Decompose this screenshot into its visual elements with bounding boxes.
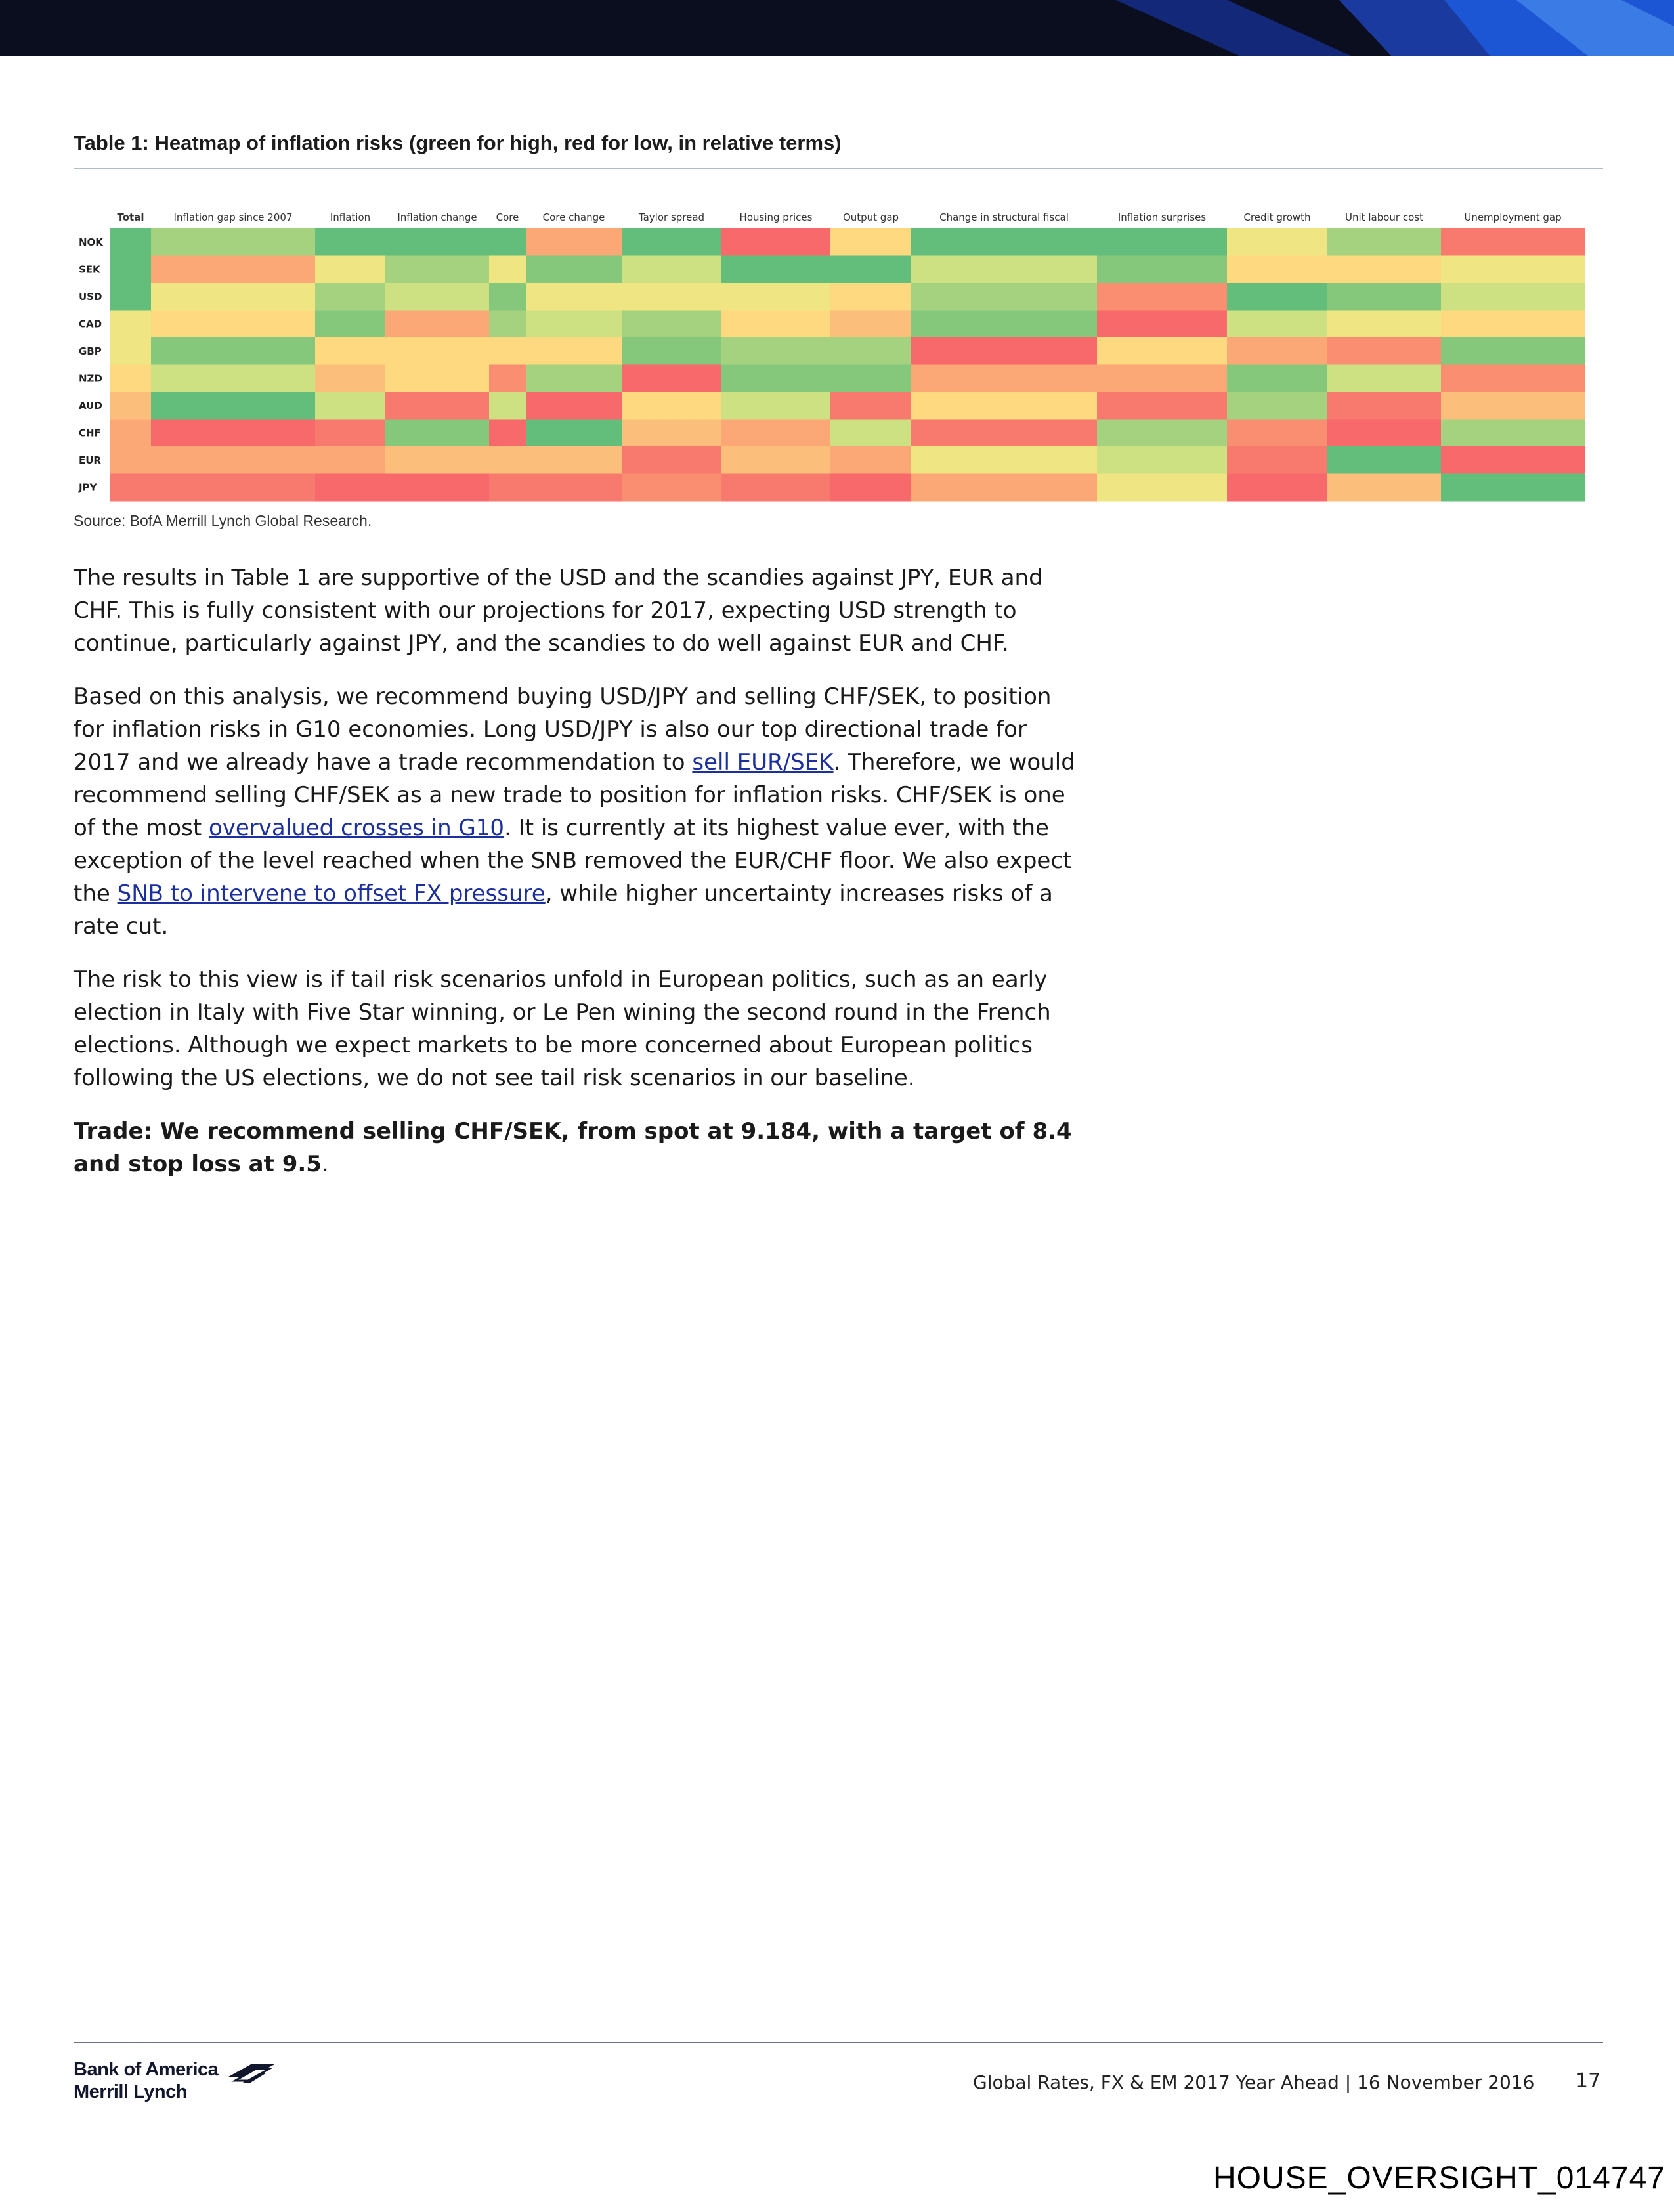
heatmap-cell bbox=[1327, 446, 1442, 474]
heatmap-cell bbox=[830, 256, 912, 284]
heatmap-cell bbox=[1227, 365, 1328, 393]
heatmap-cell bbox=[489, 446, 526, 474]
heatmap-cell bbox=[315, 446, 386, 474]
heatmap-cell bbox=[622, 392, 722, 420]
heatmap-cell bbox=[622, 283, 722, 311]
column-header: Inflation surprises bbox=[1117, 211, 1207, 223]
header-graphic bbox=[0, 0, 1674, 56]
column-header: Unit labour cost bbox=[1345, 211, 1423, 223]
heatmap-cell bbox=[1327, 311, 1442, 338]
column-header: Unemployment gap bbox=[1464, 211, 1562, 223]
heatmap-cell bbox=[1327, 420, 1442, 447]
heatmap-cell bbox=[1097, 365, 1228, 393]
heatmap-cell bbox=[721, 337, 831, 365]
row-label: EUR bbox=[79, 454, 101, 466]
heatmap-cell bbox=[1441, 420, 1585, 447]
heatmap-cell bbox=[1227, 446, 1328, 474]
heatmap-cell bbox=[1327, 256, 1442, 284]
heatmap-cell bbox=[385, 283, 490, 311]
column-header: Taylor spread bbox=[638, 211, 705, 223]
heatmap-cell bbox=[315, 365, 386, 393]
heatmap-cell bbox=[151, 365, 316, 393]
bates-number: HOUSE_OVERSIGHT_014747 bbox=[1213, 2161, 1665, 2196]
heatmap-cell bbox=[110, 256, 152, 284]
heatmap-cell bbox=[489, 256, 526, 284]
heatmap-cell bbox=[1327, 337, 1442, 365]
heatmap-cell bbox=[1227, 311, 1328, 338]
column-header: Inflation change bbox=[397, 211, 477, 223]
heatmap-cell bbox=[1441, 392, 1585, 420]
heatmap-cell bbox=[830, 474, 912, 502]
heatmap-cell bbox=[110, 365, 152, 393]
heatmap-cell bbox=[526, 256, 622, 284]
heatmap-cell bbox=[1097, 256, 1228, 284]
heatmap-cell bbox=[1327, 228, 1442, 256]
heatmap-cell bbox=[1441, 311, 1585, 338]
table-source: Source: BofA Merrill Lynch Global Research. bbox=[74, 512, 372, 529]
inflation-heatmap bbox=[74, 204, 1603, 506]
heatmap-cell bbox=[1097, 228, 1228, 256]
heatmap-cell bbox=[385, 420, 490, 447]
heatmap-cell bbox=[385, 446, 490, 474]
heatmap-cell bbox=[526, 392, 622, 420]
heatmap-cell bbox=[315, 228, 386, 256]
heatmap-cell bbox=[622, 474, 722, 502]
heatmap-cell bbox=[151, 474, 316, 502]
heatmap-cell bbox=[1227, 420, 1328, 447]
heatmap-cell bbox=[385, 256, 490, 284]
title-divider bbox=[74, 168, 1603, 169]
column-header: Change in structural fiscal bbox=[939, 211, 1069, 223]
heatmap-cell bbox=[489, 365, 526, 393]
heatmap-cell bbox=[911, 365, 1098, 393]
heatmap-cell bbox=[721, 365, 831, 393]
heatmap-cell bbox=[1227, 392, 1328, 420]
heatmap-cell bbox=[110, 446, 152, 474]
heatmap-cell bbox=[110, 420, 152, 447]
page-number: 17 bbox=[1576, 2070, 1601, 2093]
heatmap-cell bbox=[911, 337, 1098, 365]
heatmap-cell bbox=[1227, 474, 1328, 502]
heatmap-cell bbox=[110, 474, 152, 502]
heatmap-cell bbox=[526, 337, 622, 365]
heatmap-cell bbox=[911, 311, 1098, 338]
heatmap-cell bbox=[151, 311, 316, 338]
heatmap-cell bbox=[1441, 256, 1585, 284]
heatmap-cell bbox=[489, 420, 526, 447]
heatmap-cell bbox=[110, 337, 152, 365]
row-label: AUD bbox=[79, 399, 102, 412]
heatmap-cell bbox=[911, 446, 1098, 474]
heatmap-cell bbox=[830, 392, 912, 420]
heatmap-cell bbox=[526, 283, 622, 311]
heatmap-cell bbox=[385, 337, 490, 365]
heatmap-cell bbox=[315, 283, 386, 311]
heatmap-cell bbox=[526, 311, 622, 338]
heatmap-cell bbox=[315, 311, 386, 338]
heatmap-cell bbox=[110, 283, 152, 311]
link-sell-eur-sek[interactable]: sell EUR/SEK bbox=[692, 749, 834, 775]
paragraph-1: The results in Table 1 are supportive of the USD and the scandies against JPY, EUR and CHF. This is fully consistent with our projections for 2017, expecting USD strength to continue, particularly against JPY, and the scandies to do well against EUR and CHF. bbox=[74, 565, 1043, 657]
heatmap-cell bbox=[1441, 446, 1585, 474]
heatmap-cell bbox=[385, 311, 490, 338]
header-bar bbox=[0, 0, 1674, 56]
heatmap-cell bbox=[830, 283, 912, 311]
heatmap-cell bbox=[721, 392, 831, 420]
heatmap-cell bbox=[622, 228, 722, 256]
heatmap-cell bbox=[151, 446, 316, 474]
column-header: Output gap bbox=[842, 211, 899, 223]
row-label: JPY bbox=[79, 481, 97, 494]
column-header: Housing prices bbox=[739, 211, 813, 223]
row-label: USD bbox=[79, 290, 102, 303]
heatmap-cell bbox=[1097, 446, 1228, 474]
heatmap-cell bbox=[721, 474, 831, 502]
heatmap-cell bbox=[526, 365, 622, 393]
heatmap-cell bbox=[110, 392, 152, 420]
heatmap-cell bbox=[830, 446, 912, 474]
heatmap-cell bbox=[622, 256, 722, 284]
heatmap-cell bbox=[489, 474, 526, 502]
heatmap-cell bbox=[721, 228, 831, 256]
heatmap-cell bbox=[489, 337, 526, 365]
heatmap-cell bbox=[1097, 283, 1228, 311]
bank-logo bbox=[74, 2058, 218, 2103]
heatmap-cell bbox=[1097, 311, 1228, 338]
heatmap-cell bbox=[721, 256, 831, 284]
heatmap-cell bbox=[1441, 283, 1585, 311]
heatmap-cell bbox=[151, 256, 316, 284]
row-label: CHF bbox=[79, 427, 101, 439]
heatmap-cell bbox=[1097, 392, 1228, 420]
heatmap-cell bbox=[1227, 228, 1328, 256]
heatmap-cell bbox=[315, 392, 386, 420]
heatmap-cell bbox=[526, 474, 622, 502]
column-header: Total bbox=[117, 211, 144, 223]
heatmap-cell bbox=[1441, 228, 1585, 256]
heatmap-cell bbox=[721, 311, 831, 338]
heatmap-cell bbox=[911, 228, 1098, 256]
logo-line-1: Bank of America bbox=[74, 2059, 219, 2080]
column-header: Core bbox=[496, 211, 519, 223]
heatmap-cell bbox=[151, 337, 316, 365]
article-body bbox=[74, 561, 1078, 1201]
heatmap-cell bbox=[622, 365, 722, 393]
heatmap-cell bbox=[315, 420, 386, 447]
heatmap-cell bbox=[315, 337, 386, 365]
heatmap-cell bbox=[911, 474, 1098, 502]
heatmap-cell bbox=[489, 228, 526, 256]
heatmap-cell bbox=[526, 446, 622, 474]
heatmap-cell bbox=[489, 392, 526, 420]
heatmap-cell bbox=[1327, 392, 1442, 420]
heatmap-cell bbox=[385, 474, 490, 502]
heatmap-cell bbox=[1441, 337, 1585, 365]
heatmap-cell bbox=[911, 256, 1098, 284]
heatmap-cell bbox=[1227, 283, 1328, 311]
heatmap-cell bbox=[1097, 474, 1228, 502]
row-label: NZD bbox=[79, 372, 102, 385]
header-stripe bbox=[1116, 0, 1352, 56]
heatmap-cell bbox=[1441, 474, 1585, 502]
heatmap-cell bbox=[385, 365, 490, 393]
heatmap-cell bbox=[110, 228, 152, 256]
heatmap-cell bbox=[1327, 283, 1442, 311]
heatmap-cell bbox=[830, 365, 912, 393]
heatmap-cell bbox=[151, 283, 316, 311]
footer-divider bbox=[74, 2042, 1603, 2043]
heatmap-cell bbox=[830, 337, 912, 365]
heatmap-cell bbox=[151, 420, 316, 447]
heatmap-cell bbox=[1227, 337, 1328, 365]
flagscape-icon bbox=[226, 2058, 278, 2085]
heatmap-cell bbox=[721, 446, 831, 474]
heatmap-cell bbox=[315, 256, 386, 284]
heatmap-cell bbox=[830, 228, 912, 256]
heatmap-cell bbox=[526, 228, 622, 256]
paragraph-2: Based on this analysis, we recommend buying USD/JPY and selling CHF/SEK, to position for inflation risks in G10 economies. Long USD/JPY is also our top directional trade for 2017 and we already have a trade recommendation to sell EUR/SEK. Therefore, we would recommend selling CHF/SEK as a new trade to position for inflation risks. CHF/SEK is one of the most overvalued crosses in G10. It is currently at its highest value ever, with the exception of the level reached when the SNB removed the EUR/CHF floor. We also expect the SNB to intervene to offset FX pressure, while higher uncertainty increases risks of a rate cut. bbox=[74, 683, 1075, 940]
heatmap-cell bbox=[1097, 420, 1228, 447]
table-title: Table 1: Heatmap of inflation risks (green for high, red for low, in relative terms) bbox=[74, 131, 842, 154]
column-header: Inflation bbox=[330, 211, 371, 223]
heatmap-cell bbox=[385, 392, 490, 420]
footer-text: Global Rates, FX & EM 2017 Year Ahead | 16 November 2016 bbox=[973, 2071, 1535, 2093]
row-label: NOK bbox=[79, 236, 103, 248]
heatmap-cell bbox=[489, 283, 526, 311]
heatmap-cell bbox=[721, 420, 831, 447]
heatmap-cell bbox=[622, 420, 722, 447]
heatmap-cell bbox=[489, 311, 526, 338]
logo-line-2: Merrill Lynch bbox=[74, 2081, 187, 2102]
heatmap-cell bbox=[911, 283, 1098, 311]
heatmap-cell bbox=[1441, 365, 1585, 393]
heatmap-cell bbox=[721, 283, 831, 311]
row-label: GBP bbox=[79, 345, 102, 357]
heatmap-cell bbox=[1227, 256, 1328, 284]
trade-recommendation: Trade: We recommend selling CHF/SEK, from spot at 9.184, with a target of 8.4 and stop loss at 9.5. bbox=[74, 1118, 1072, 1177]
column-header: Credit growth bbox=[1243, 211, 1311, 223]
heatmap-cell bbox=[622, 337, 722, 365]
paragraph-3: The risk to this view is if tail risk scenarios unfold in European politics, such as an early election in Italy with Five Star winning, or Le Pen wining the second round in the French elections. Although we expect markets to be more concerned about European politics following the US elections, we do not see tail risk scenarios in our baseline. bbox=[74, 966, 1051, 1091]
heatmap-cell bbox=[315, 474, 386, 502]
row-label: SEK bbox=[79, 263, 100, 276]
column-header: Core change bbox=[542, 211, 605, 223]
heatmap-cell bbox=[151, 392, 316, 420]
heatmap-cell bbox=[622, 311, 722, 338]
heatmap-cell bbox=[526, 420, 622, 447]
heatmap-cell bbox=[1327, 474, 1442, 502]
row-label: CAD bbox=[79, 318, 102, 330]
heatmap-cell bbox=[110, 311, 152, 338]
heatmap-cell bbox=[622, 446, 722, 474]
heatmap-cell bbox=[1327, 365, 1442, 393]
heatmap-cell bbox=[911, 420, 1098, 447]
trade-text: Trade: We recommend selling CHF/SEK, from spot at 9.184, with a target of 8.4 and stop loss at 9.5 bbox=[74, 1118, 1072, 1177]
column-header: Inflation gap since 2007 bbox=[173, 211, 293, 223]
heatmap-cell bbox=[151, 228, 316, 256]
heatmap-cell bbox=[830, 311, 912, 338]
link-snb-intervene[interactable]: SNB to intervene to offset FX pressure bbox=[117, 880, 546, 907]
heatmap-cell bbox=[385, 228, 490, 256]
heatmap-cell bbox=[830, 420, 912, 447]
link-overvalued-crosses[interactable]: overvalued crosses in G10 bbox=[208, 815, 505, 841]
heatmap-cell bbox=[911, 392, 1098, 420]
heatmap-cell bbox=[1097, 337, 1228, 365]
